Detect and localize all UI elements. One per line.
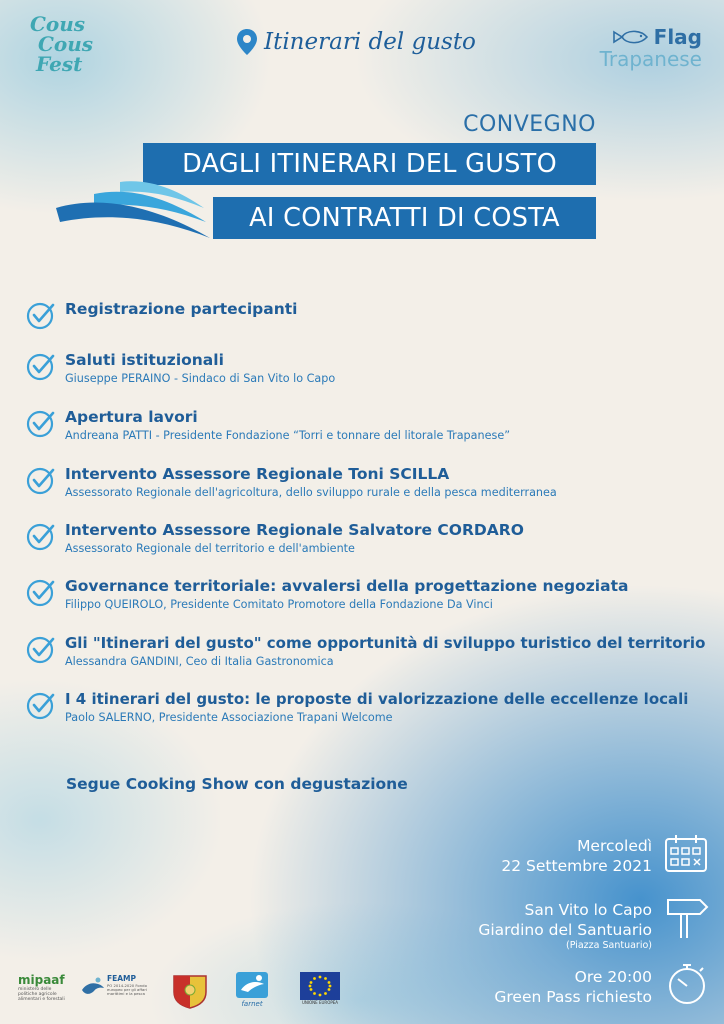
event-place-town: San Vito lo Capo — [524, 901, 652, 919]
check-circle-icon — [26, 351, 56, 381]
agenda-item-title: Intervento Assessore Regionale Salvatore CORDARO — [65, 521, 524, 539]
waves-icon — [54, 178, 214, 244]
cous-cous-fest-logo: Cous Cous Fest — [30, 12, 94, 76]
agenda-item-title: Registrazione partecipanti — [65, 300, 298, 318]
eu-flag-icon — [300, 972, 340, 1000]
event-type-label: CONVEGNO — [463, 112, 596, 137]
agenda-item-title: Saluti istituzionali — [65, 351, 224, 369]
check-circle-icon — [26, 408, 56, 438]
agenda-item-title: I 4 itinerari del gusto: le proposte di valorizzazione delle eccellenze locali — [65, 690, 689, 708]
event-place-venue: Giardino del Santuario — [478, 921, 652, 939]
fish-icon — [612, 28, 650, 46]
agenda-item-subtitle: Filippo QUEIROLO, Presidente Comitato Promotore della Fondazione Da Vinci — [65, 598, 493, 611]
closing-note: Segue Cooking Show con degustazione — [66, 775, 408, 793]
calendar-icon — [664, 833, 708, 873]
agenda-item-subtitle: Alessandra GANDINI, Ceo di Italia Gastronomica — [65, 655, 334, 668]
flag-logo-line1: Flag — [653, 25, 702, 49]
event-time — [494, 967, 652, 1007]
event-day: Mercoledì — [577, 837, 652, 855]
agenda-item-subtitle: Andreana PATTI - Presidente Fondazione “Torri e tonnare del litorale Trapanese” — [65, 429, 510, 442]
check-circle-icon — [26, 521, 56, 551]
farnet-mark-icon — [234, 970, 270, 1000]
title-line-1: DAGLI ITINERARI DEL GUSTO — [143, 143, 596, 185]
event-location — [478, 900, 652, 952]
title-line-2: AI CONTRATTI DI COSTA — [213, 197, 596, 239]
check-circle-icon — [26, 300, 56, 330]
agenda-item-title: Governance territoriale: avvalersi della progettazione negoziata — [65, 577, 629, 595]
map-pin-icon — [236, 28, 258, 56]
check-circle-icon — [26, 690, 56, 720]
agenda-item-subtitle: Assessorato Regionale dell'agricoltura, dello sviluppo rurale e della pesca mediterranea — [65, 486, 557, 499]
flag-trapanese-logo — [572, 26, 702, 70]
event-requirement: Green Pass richiesto — [494, 988, 652, 1006]
agenda-item-title: Gli "Itinerari del gusto" come opportunità di sviluppo turistico del territorio — [65, 634, 706, 652]
itinerari-logo-text: Itinerari del gusto — [264, 29, 476, 55]
check-circle-icon — [26, 465, 56, 495]
event-place-detail: (Piazza Santuario) — [565, 940, 652, 951]
agenda-item-subtitle: Giuseppe PERAINO - Sindaco di San Vito lo Capo — [65, 372, 336, 385]
flag-logo-line2: Trapanese — [599, 47, 702, 71]
mipaaf-logo: mipaaf ministero delle politiche agricole alimentari e forestali — [18, 973, 65, 1002]
signpost-icon — [664, 896, 710, 940]
partner-logos: mipaaf ministero delle politiche agricole alimentari e forestali FEAMP PO 2014-2020 Fondo europeo per gli affari marittimi e la pesca farnet UNIONE EUROPEA — [18, 966, 348, 1014]
sicily-region-crest-icon — [170, 970, 210, 1010]
feamp-hand-icon — [80, 976, 106, 998]
agenda-item-subtitle: Assessorato Regionale del territorio e dell'ambiente — [65, 542, 355, 555]
event-date — [501, 836, 652, 876]
agenda-item-title: Apertura lavori — [65, 408, 198, 426]
agenda-item-subtitle: Paolo SALERNO, Presidente Associazione Trapani Welcome — [65, 711, 393, 724]
check-circle-icon — [26, 577, 56, 607]
itinerari-del-gusto-logo — [236, 22, 476, 62]
event-date-text: 22 Settembre 2021 — [501, 857, 652, 875]
stopwatch-icon — [666, 962, 708, 1006]
agenda-item-title: Intervento Assessore Regionale Toni SCILLA — [65, 465, 450, 483]
check-circle-icon — [26, 634, 56, 664]
event-time-text: Ore 20:00 — [574, 968, 652, 986]
